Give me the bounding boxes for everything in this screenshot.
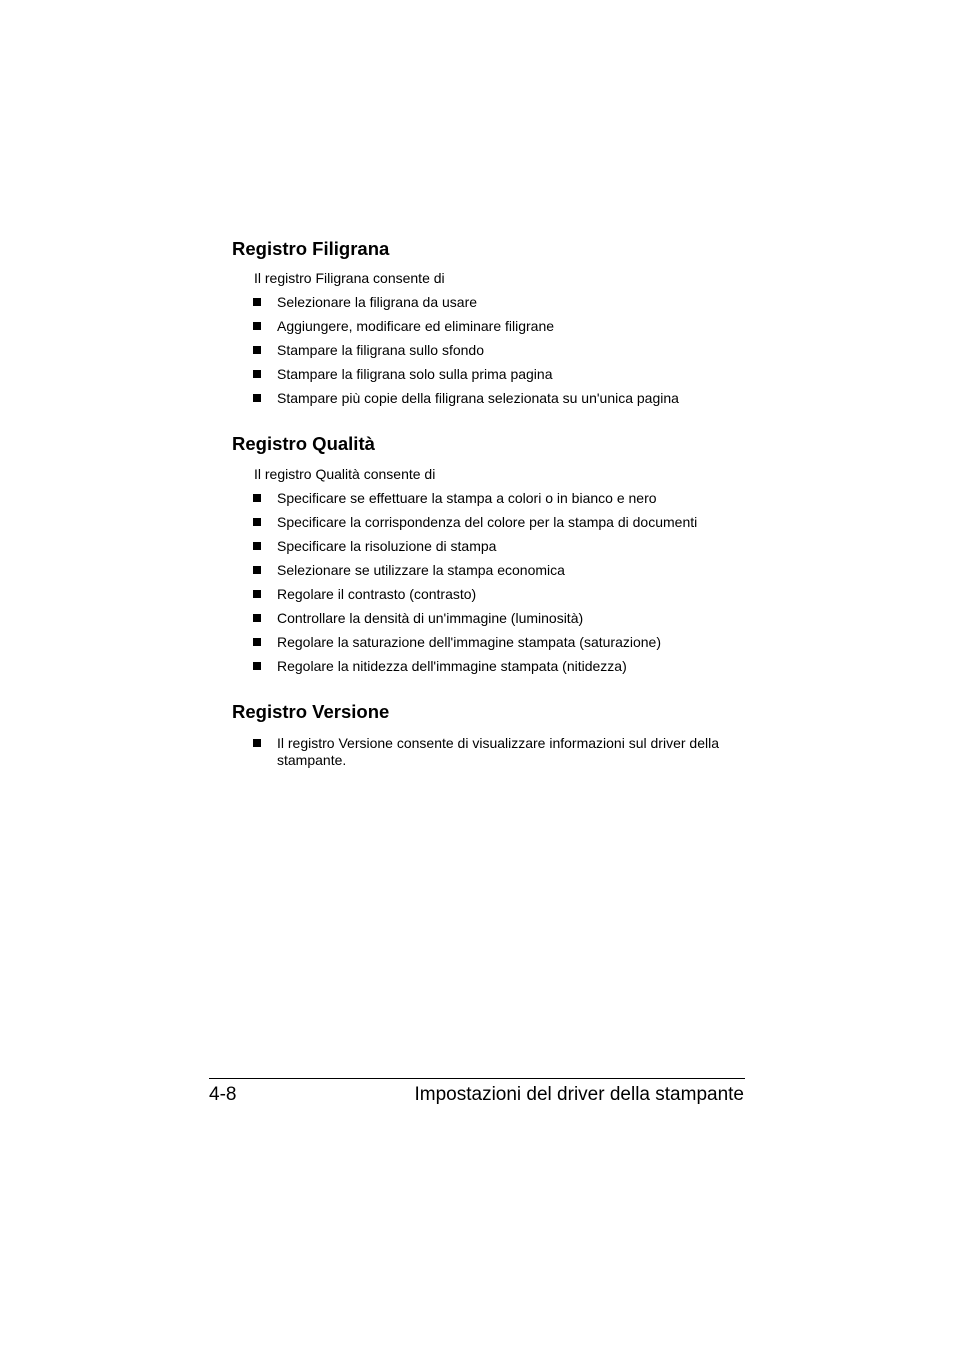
section-heading: Registro Versione (232, 701, 390, 722)
list-item-text: Il registro Versione consente di visualizzare informazioni sul driver della stampante. (277, 735, 719, 768)
list-item (232, 514, 752, 538)
list-item (232, 390, 752, 414)
square-bullet-icon (253, 542, 261, 550)
list-item-text: Specificare la corrispondenza del colore per la stampa di documenti (277, 514, 698, 530)
square-bullet-icon (253, 638, 261, 646)
list-item-text: Specificare la risoluzione di stampa (277, 538, 497, 554)
list-item-text: Regolare la nitidezza dell'immagine stampata (nitidezza) (277, 658, 627, 674)
list-item-text: Selezionare se utilizzare la stampa economica (277, 562, 565, 578)
list-item (232, 538, 752, 562)
square-bullet-icon (253, 298, 261, 306)
list-item-text: Stampare più copie della filigrana selezionata su un'unica pagina (277, 390, 679, 406)
section-heading: Registro Filigrana (232, 238, 390, 259)
list-item-text: Stampare la filigrana sullo sfondo (277, 342, 485, 358)
list-item (232, 735, 733, 769)
chapter-title: Impostazioni del driver della stampante (414, 1084, 744, 1105)
list-item (232, 490, 752, 514)
square-bullet-icon (253, 518, 261, 526)
bullet-list (232, 294, 752, 414)
section-registro-versione (232, 701, 752, 769)
list-item (232, 294, 752, 318)
square-bullet-icon (253, 739, 261, 747)
square-bullet-icon (253, 494, 261, 502)
section-registro-qualita (232, 433, 752, 682)
square-bullet-icon (253, 346, 261, 354)
bullet-list (232, 735, 752, 769)
section-heading: Registro Qualità (232, 433, 375, 454)
section-registro-filigrana (232, 238, 752, 414)
bullet-list (232, 490, 752, 682)
list-item (232, 610, 752, 634)
list-item (232, 562, 752, 586)
list-item-text: Regolare il contrasto (contrasto) (277, 586, 477, 602)
list-item-text: Specificare se effettuare la stampa a colori o in bianco e nero (277, 490, 657, 506)
list-item (232, 318, 752, 342)
list-item-text: Selezionare la filigrana da usare (277, 294, 478, 310)
section-intro: Il registro Filigrana consente di (254, 270, 445, 286)
section-intro: Il registro Qualità consente di (254, 466, 436, 482)
square-bullet-icon (253, 662, 261, 670)
list-item (232, 342, 752, 366)
square-bullet-icon (253, 394, 261, 402)
square-bullet-icon (253, 566, 261, 574)
list-item (232, 586, 752, 610)
square-bullet-icon (253, 590, 261, 598)
list-item-text: Aggiungere, modificare ed eliminare filigrane (277, 318, 555, 334)
square-bullet-icon (253, 614, 261, 622)
list-item-text: Regolare la saturazione dell'immagine stampata (saturazione) (277, 634, 661, 650)
list-item (232, 634, 752, 658)
page-number: 4-8 (209, 1084, 237, 1105)
square-bullet-icon (253, 370, 261, 378)
list-item-text: Controllare la densità di un'immagine (luminosità) (277, 610, 584, 626)
list-item (232, 366, 752, 390)
list-item-text: Stampare la filigrana solo sulla prima pagina (277, 366, 553, 382)
footer-divider (209, 1078, 745, 1079)
list-item (232, 658, 752, 682)
square-bullet-icon (253, 322, 261, 330)
